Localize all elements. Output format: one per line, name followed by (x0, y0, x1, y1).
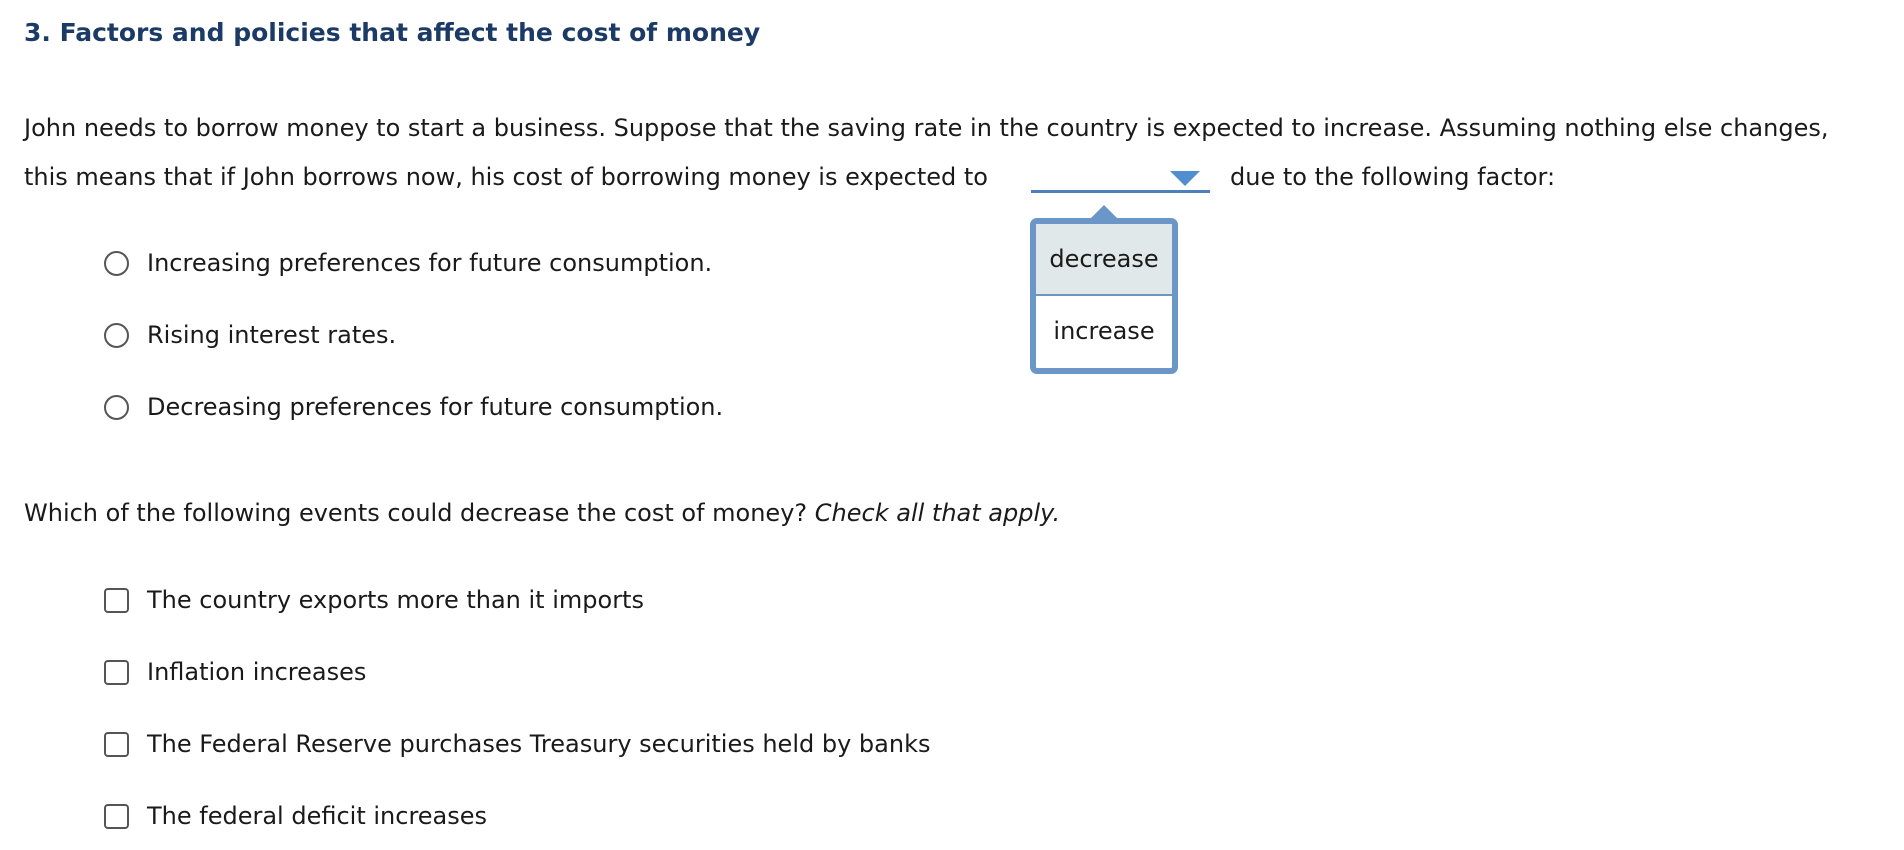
radio-option-label: Decreasing preferences for future consumption. (147, 393, 724, 421)
checkbox-option-label: The federal deficit increases (147, 802, 488, 830)
question2-prompt (24, 499, 1060, 527)
checkbox-option-2[interactable] (104, 656, 366, 688)
radio-option-1[interactable] (104, 247, 712, 279)
question1-text-line1: John needs to borrow money to start a business. Suppose that the saving rate in the country is expected to increase. Assuming nothing else changes, (24, 114, 1829, 142)
checkbox-option-label: The Federal Reserve purchases Treasury securities held by banks (147, 730, 931, 758)
radio-option-label: Increasing preferences for future consumption. (147, 249, 713, 277)
dropdown-option-decrease[interactable]: decrease (1036, 224, 1172, 296)
checkbox-option-1[interactable] (104, 584, 644, 616)
dropdown-menu (1030, 218, 1178, 374)
checkbox-option-4[interactable] (104, 800, 487, 832)
radio-button[interactable] (104, 323, 129, 348)
checkbox[interactable] (104, 804, 129, 829)
radio-option-2[interactable] (104, 319, 396, 351)
question2-instruction: Check all that apply. (814, 499, 1061, 527)
checkbox-option-label: Inflation increases (147, 658, 367, 686)
question2-prompt-text: Which of the following events could decrease the cost of money? (24, 499, 808, 527)
checkbox[interactable] (104, 660, 129, 685)
question-title: 3. Factors and policies that affect the cost of money (24, 18, 761, 47)
radio-option-3[interactable] (104, 391, 723, 423)
dropdown-underline[interactable] (1031, 190, 1210, 193)
question1-text-line2: this means that if John borrows now, his cost of borrowing money is expected to (24, 163, 988, 191)
checkbox-option-label: The country exports more than it imports (147, 586, 644, 614)
chevron-down-icon[interactable] (1170, 171, 1200, 186)
radio-option-label: Rising interest rates. (147, 321, 397, 349)
checkbox-option-3[interactable] (104, 728, 930, 760)
question1-text-line2-end: due to the following factor: (1230, 163, 1556, 191)
dropdown-menu-pointer (1090, 205, 1118, 219)
checkbox[interactable] (104, 588, 129, 613)
radio-button[interactable] (104, 395, 129, 420)
checkbox[interactable] (104, 732, 129, 757)
radio-button[interactable] (104, 251, 129, 276)
dropdown-option-increase[interactable]: increase (1053, 317, 1155, 345)
